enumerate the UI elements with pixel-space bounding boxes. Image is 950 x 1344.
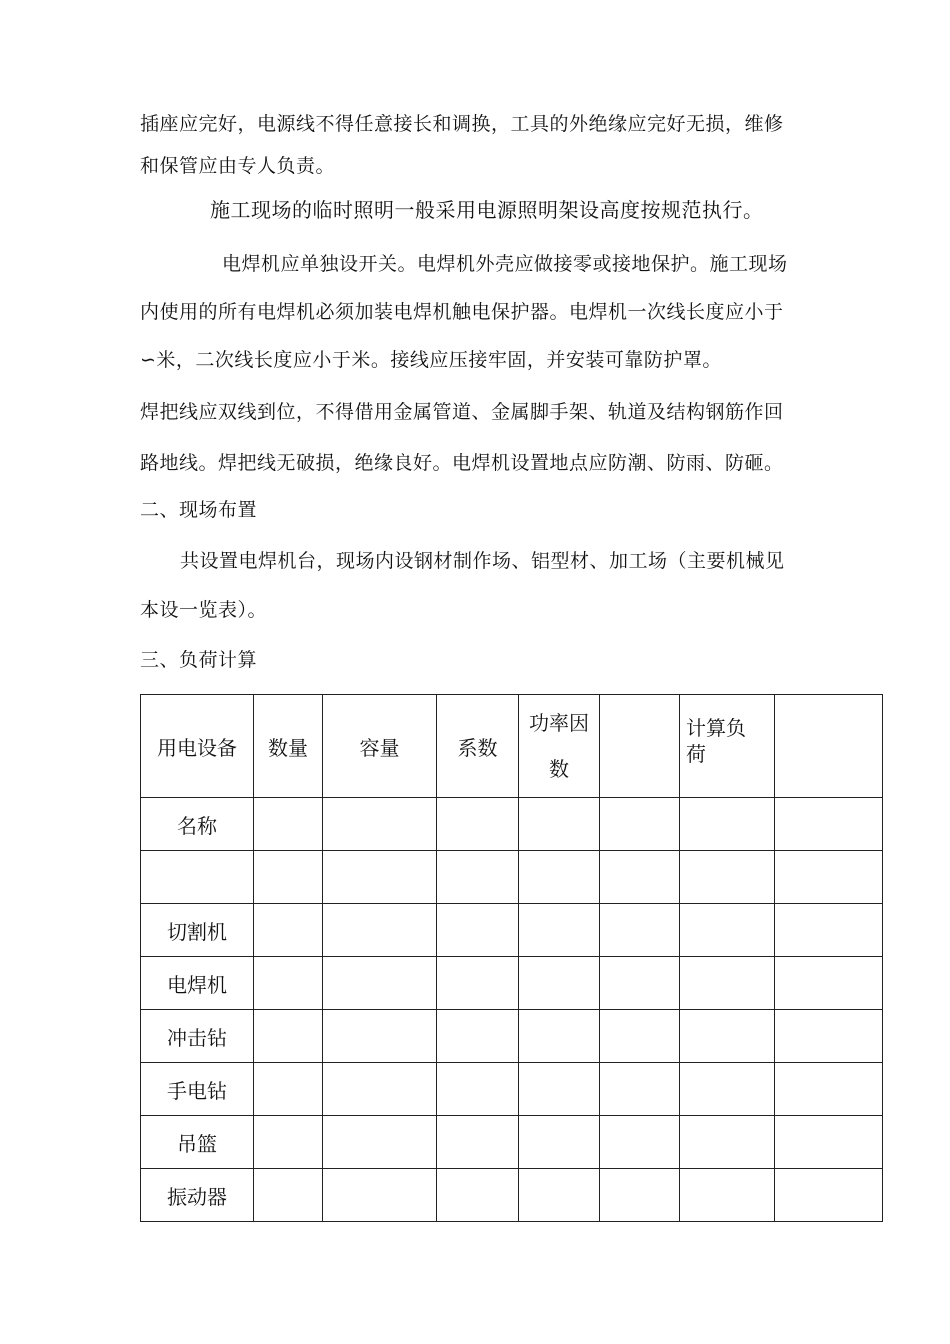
equipment-name-cell: 冲击钻 <box>141 1010 254 1063</box>
table-row <box>141 1169 883 1222</box>
section-heading: 二、现场布置 <box>140 499 258 521</box>
table-cell <box>254 1063 323 1116</box>
table-row <box>141 1010 883 1063</box>
header-calc-load-line2: 荷 <box>686 742 706 766</box>
table-cell <box>437 1010 519 1063</box>
table-cell <box>680 1116 775 1169</box>
table-cell <box>519 957 600 1010</box>
table-cell <box>323 957 437 1010</box>
table-cell <box>519 1063 600 1116</box>
paragraph-line: 电焊机应单独设开关。电焊机外壳应做接零或接地保护。施工现场 <box>222 253 788 275</box>
header-cell <box>323 695 437 798</box>
equipment-name-cell: 手电钻 <box>141 1063 254 1116</box>
header-cell <box>680 695 775 798</box>
paragraph-line: 本设一览表）。 <box>140 599 268 621</box>
header-cell <box>775 695 883 798</box>
table-cell <box>437 798 519 851</box>
table-cell <box>680 1063 775 1116</box>
paragraph-line: 焊把线应双线到位，不得借用金属管道、金属脚手架、轨道及结构钢筋作回 <box>140 401 784 423</box>
equipment-name-cell: 振动器 <box>141 1169 254 1222</box>
paragraph-line: 施工现场的临时照明一般采用电源照明架设高度按规范执行。 <box>210 198 764 222</box>
table-row <box>141 904 883 957</box>
load-calculation-table <box>140 694 883 1222</box>
section-heading: 三、负荷计算 <box>140 649 258 671</box>
table-cell <box>600 851 680 904</box>
table-cell <box>775 851 883 904</box>
paragraph-line: 和保管应由专人负责。 <box>140 155 336 177</box>
header-capacity: 容量 <box>359 735 400 760</box>
paragraph-line: 插座应完好，电源线不得任意接长和调换，工具的外绝缘应完好无损，维修 <box>140 113 784 135</box>
table-cell <box>323 1010 437 1063</box>
table-cell <box>323 904 437 957</box>
table-cell <box>254 904 323 957</box>
table-cell <box>437 1116 519 1169</box>
table-cell <box>519 1169 600 1222</box>
table-cell <box>680 1010 775 1063</box>
table-cell <box>437 851 519 904</box>
header-calc-load-line1: 计算负 <box>686 716 746 740</box>
table-cell <box>775 904 883 957</box>
table-cell <box>680 798 775 851</box>
table-cell <box>775 1063 883 1116</box>
header-quantity: 数量 <box>268 735 308 760</box>
table-cell <box>323 1116 437 1169</box>
header-power-factor-line1: 功率因 <box>529 711 589 735</box>
header-cell <box>254 695 323 798</box>
header-cell <box>437 695 519 798</box>
table-cell <box>519 851 600 904</box>
table-cell <box>254 957 323 1010</box>
table-cell <box>437 1169 519 1222</box>
table-cell <box>600 1169 680 1222</box>
header-coefficient: 系数 <box>457 735 498 760</box>
equipment-name-cell: 名称 <box>141 798 254 851</box>
table-cell <box>437 1063 519 1116</box>
paragraph-line: 内使用的所有电焊机必须加装电焊机触电保护器。电焊机一次线长度应小于 <box>140 301 784 323</box>
equipment-name-cell: 切割机 <box>141 904 254 957</box>
table-cell <box>680 851 775 904</box>
header-cell <box>141 695 254 798</box>
table-header-row <box>141 695 883 798</box>
table-cell <box>775 1010 883 1063</box>
table-cell <box>323 798 437 851</box>
table-cell <box>600 798 680 851</box>
table-cell <box>600 1010 680 1063</box>
header-power-factor-line2: 数 <box>549 757 569 781</box>
header-cell <box>519 695 600 798</box>
table-cell <box>519 1116 600 1169</box>
table-cell <box>437 957 519 1010</box>
equipment-name-cell: 电焊机 <box>141 957 254 1010</box>
table-cell <box>680 957 775 1010</box>
paragraph-line: 共设置电焊机台，现场内设钢材制作场、铝型材、加工场（主要机械见 <box>180 550 785 572</box>
table-cell <box>600 1063 680 1116</box>
table-row <box>141 798 883 851</box>
table-cell <box>600 957 680 1010</box>
table-cell <box>775 798 883 851</box>
paragraph-line: ∽米，二次线长度应小于米。接线应压接牢固，并安装可靠防护罩。 <box>140 349 722 371</box>
table-row <box>141 1063 883 1116</box>
header-cell <box>600 695 680 798</box>
table-cell <box>519 904 600 957</box>
table-cell <box>680 904 775 957</box>
table-row <box>141 851 883 904</box>
table-cell <box>254 1010 323 1063</box>
table-row <box>141 1116 883 1169</box>
table-cell <box>254 798 323 851</box>
equipment-name-cell: 吊篮 <box>141 1116 254 1169</box>
table-cell <box>519 798 600 851</box>
table-cell <box>775 1169 883 1222</box>
table-cell <box>323 1169 437 1222</box>
table-cell <box>600 1116 680 1169</box>
table-cell <box>254 1116 323 1169</box>
equipment-name-cell <box>141 851 254 904</box>
table-cell <box>775 1116 883 1169</box>
table-cell <box>775 957 883 1010</box>
table-cell <box>519 1010 600 1063</box>
table-cell <box>680 1169 775 1222</box>
table-row <box>141 957 883 1010</box>
paragraph-line: 路地线。焊把线无破损，绝缘良好。电焊机设置地点应防潮、防雨、防砸。 <box>140 452 784 474</box>
table-cell <box>254 851 323 904</box>
table-cell <box>254 1169 323 1222</box>
table-cell <box>437 904 519 957</box>
table-cell <box>323 1063 437 1116</box>
table-cell <box>323 851 437 904</box>
header-equipment: 用电设备 <box>157 735 237 760</box>
table-cell <box>600 904 680 957</box>
